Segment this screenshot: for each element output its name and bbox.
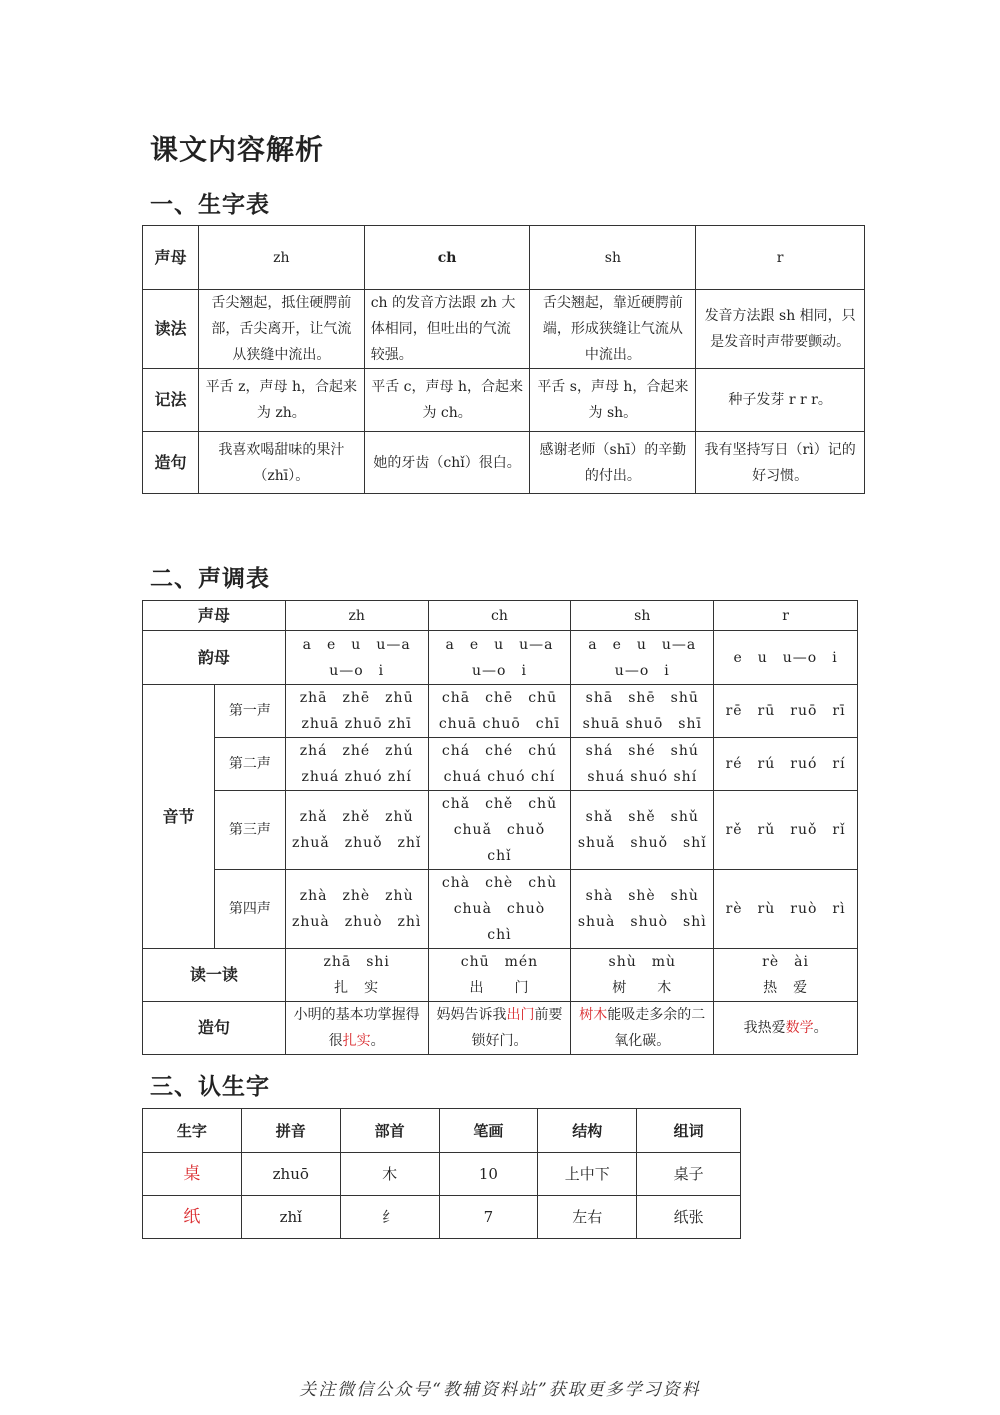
table-cell: zhuō [241,1153,340,1196]
tone-label: 第四声 [214,870,285,949]
table-cell: shá shé shú shuá shuó shí [571,738,714,791]
row-label: 读一读 [143,949,286,1002]
table-cell: 我喜欢喝甜味的果汁（zhī）。 [198,432,364,494]
tone-label: 第三声 [214,791,285,870]
table-cell: 树木能吸走多余的二氧化碳。 [571,1002,714,1055]
table-header-cell: 拼音 [241,1109,340,1153]
table-cell: a e u u—a u—o i [571,631,714,685]
table-row [143,685,858,738]
table-cell: chá ché chú chuá chuó chí [428,738,571,791]
table-cell: rē rū ruō rī [714,685,858,738]
table-row [143,1109,741,1153]
row-label: 读法 [143,290,199,369]
row-label: 造句 [143,1002,286,1055]
vocab-table [142,225,865,494]
table-cell: 妈妈告诉我出门前要锁好门。 [428,1002,571,1055]
table-cell: 平舌 s，声母 h，合起来为 sh。 [530,369,696,432]
tone-table [142,600,858,1055]
table-row [143,1196,741,1239]
table-cell: 感谢老师（shī）的辛勤的付出。 [530,432,696,494]
table-cell: rě rǔ ruǒ rǐ [714,791,858,870]
table-cell: 木 [340,1153,439,1196]
table-cell: 舌尖翘起，抵住硬腭前部，舌尖离开，让气流从狭缝中流出。 [198,290,364,369]
table-header-cell: zh [285,601,428,631]
table-cell: 种子发芽 r r r。 [696,369,865,432]
table-cell: chà chè chù chuà chuò chì [428,870,571,949]
table-row [143,432,865,494]
footer-note: 关注微信公众号“教辅资料站”获取更多学习资料 [299,1380,701,1400]
table-cell: 左右 [538,1196,637,1239]
table-row [143,601,858,631]
table-header-cell: 笔画 [439,1109,538,1153]
table-row [143,290,865,369]
table-cell: rè rù ruò rì [714,870,858,949]
table-cell: 桌子 [637,1153,741,1196]
section-title-tones: 二、声调表 [150,565,270,592]
table-cell: shǎ shě shǔ shuǎ shuǒ shǐ [571,791,714,870]
table-row [143,226,865,290]
table-cell: ré rú ruó rí [714,738,858,791]
tone-label: 第二声 [214,738,285,791]
row-label: 韵母 [143,631,286,685]
table-row [143,791,858,870]
table-cell: 小明的基本功掌握得很扎实。 [285,1002,428,1055]
table-header-cell: 声母 [143,601,286,631]
table-row [143,949,858,1002]
table-cell: zhā shi 扎 实 [285,949,428,1002]
table-header-cell: ch [428,601,571,631]
table-cell: a e u u—a u—o i [285,631,428,685]
table-header-cell: 部首 [340,1109,439,1153]
table-header-cell: r [714,601,858,631]
table-cell: 上中下 [538,1153,637,1196]
character-cell: 纸 [143,1196,242,1239]
table-header-cell: r [696,226,865,290]
character-cell: 桌 [143,1153,242,1196]
table-cell: shā shē shū shuā shuō shī [571,685,714,738]
table-cell: zhǎ zhě zhǔ zhuǎ zhuǒ zhǐ [285,791,428,870]
table-header-cell: 声母 [143,226,199,290]
table-cell: zhà zhè zhù zhuà zhuò zhì [285,870,428,949]
table-row [143,870,858,949]
table-cell: 平舌 z，声母 h，合起来为 zh。 [198,369,364,432]
tone-label: 第一声 [214,685,285,738]
section-title-characters: 三、认生字 [150,1073,270,1100]
table-cell: ch 的发音方法跟 zh 大体相同，但吐出的气流较强。 [364,290,530,369]
table-header-cell: 结构 [538,1109,637,1153]
table-cell: 10 [439,1153,538,1196]
table-cell: zhá zhé zhú zhuá zhuó zhí [285,738,428,791]
table-cell: 我热爱数学。 [714,1002,858,1055]
row-label: 音节 [143,685,215,949]
table-row [143,1153,741,1196]
page-title: 课文内容解析 [150,133,325,166]
table-header-cell: ch [364,226,530,290]
character-table [142,1108,741,1239]
table-cell: 发音方法跟 sh 相同，只是发音时声带要颤动。 [696,290,865,369]
table-cell: 纸张 [637,1196,741,1239]
table-cell: chā chē chū chuā chuō chī [428,685,571,738]
table-cell: shà shè shù shuà shuò shì [571,870,714,949]
table-cell: a e u u—a u—o i [428,631,571,685]
table-header-cell: zh [198,226,364,290]
table-cell: 她的牙齿（chǐ）很白。 [364,432,530,494]
table-row [143,738,858,791]
table-cell: chǎ chě chǔ chuǎ chuǒ chǐ [428,791,571,870]
table-cell: shù mù 树 木 [571,949,714,1002]
table-cell: zhǐ [241,1196,340,1239]
table-cell: rè ài 热 爱 [714,949,858,1002]
row-label: 记法 [143,369,199,432]
table-cell: 平舌 c，声母 h，合起来为 ch。 [364,369,530,432]
table-row [143,1002,858,1055]
section-title-vocab: 一、生字表 [150,191,270,218]
table-cell: 我有坚持写日（rì）记的好习惯。 [696,432,865,494]
table-cell: chū mén 出 门 [428,949,571,1002]
row-label: 造句 [143,432,199,494]
table-cell: zhā zhē zhū zhuā zhuō zhī [285,685,428,738]
table-cell: 7 [439,1196,538,1239]
table-header-cell: sh [530,226,696,290]
table-row [143,369,865,432]
table-header-cell: 生字 [143,1109,242,1153]
table-cell: 舌尖翘起，靠近硬腭前端，形成狭缝让气流从中流出。 [530,290,696,369]
table-header-cell: sh [571,601,714,631]
table-header-cell: 组词 [637,1109,741,1153]
table-row [143,631,858,685]
table-cell: 纟 [340,1196,439,1239]
table-cell: e u u—o i [714,631,858,685]
